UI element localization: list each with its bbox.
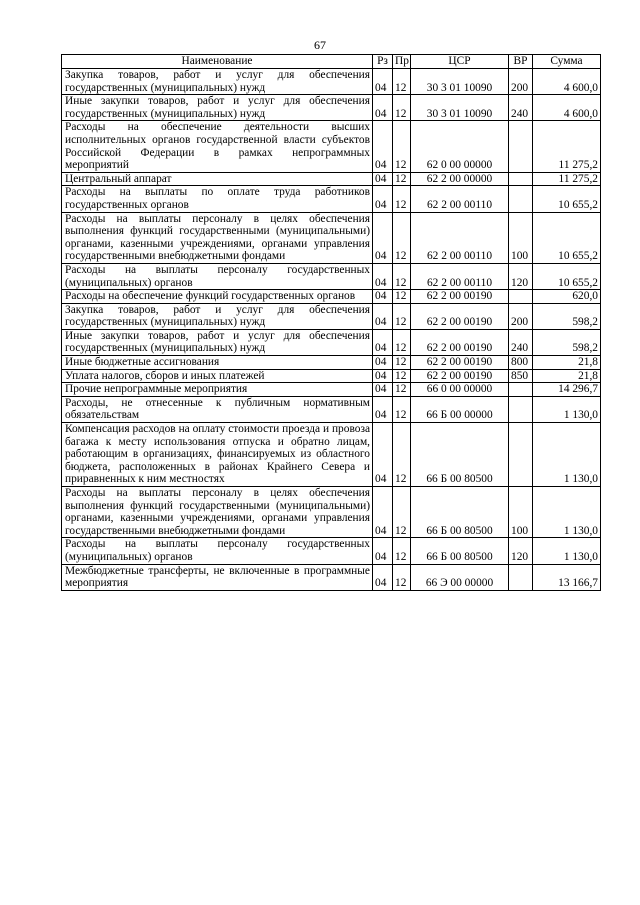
cell-csr: 62 2 00 00190 — [411, 369, 509, 383]
cell-sum: 1 130,0 — [533, 487, 601, 538]
header-pr: Пр — [393, 55, 411, 69]
cell-pr: 12 — [393, 263, 411, 289]
cell-rz: 04 — [373, 121, 393, 172]
table-body — [62, 69, 601, 591]
table-row — [62, 369, 601, 383]
cell-vr: 850 — [509, 369, 533, 383]
cell-sum: 10 655,2 — [533, 212, 601, 263]
cell-name: Центральный аппарат — [62, 172, 373, 186]
cell-pr: 12 — [393, 487, 411, 538]
cell-sum: 4 600,0 — [533, 95, 601, 121]
cell-name: Иные бюджетные ассигнования — [62, 356, 373, 370]
table-row — [62, 423, 601, 487]
cell-rz: 04 — [373, 564, 393, 590]
cell-rz: 04 — [373, 263, 393, 289]
cell-csr: 66 Б 00 80500 — [411, 538, 509, 564]
table-row — [62, 356, 601, 370]
cell-vr — [509, 383, 533, 397]
page-number: 67 — [314, 38, 326, 52]
cell-csr: 30 3 01 10090 — [411, 69, 509, 95]
cell-vr — [509, 121, 533, 172]
cell-rz: 04 — [373, 396, 393, 422]
cell-csr: 66 Б 00 80500 — [411, 423, 509, 487]
cell-vr: 120 — [509, 263, 533, 289]
cell-csr: 30 3 01 10090 — [411, 95, 509, 121]
cell-name: Расходы на обеспечение деятельности высших исполнительных органов государственной власти субъектов Российской Федерации в рамках непрограммных мероприятий — [62, 121, 373, 172]
table-row — [62, 329, 601, 355]
cell-pr: 12 — [393, 95, 411, 121]
cell-name: Иные закупки товаров, работ и услуг для обеспечения государственных (муниципальных) нужд — [62, 329, 373, 355]
table-row — [62, 263, 601, 289]
header-csr: ЦСР — [411, 55, 509, 69]
cell-pr: 12 — [393, 212, 411, 263]
cell-csr: 62 2 00 00110 — [411, 263, 509, 289]
cell-sum: 4 600,0 — [533, 69, 601, 95]
cell-csr: 66 Э 00 00000 — [411, 564, 509, 590]
table-row — [62, 396, 601, 422]
cell-pr: 12 — [393, 423, 411, 487]
table-row — [62, 383, 601, 397]
cell-pr: 12 — [393, 329, 411, 355]
cell-rz: 04 — [373, 369, 393, 383]
cell-vr: 120 — [509, 538, 533, 564]
cell-rz: 04 — [373, 172, 393, 186]
cell-name: Расходы на выплаты персоналу государственных (муниципальных) органов — [62, 538, 373, 564]
cell-csr: 62 0 00 00000 — [411, 121, 509, 172]
cell-vr: 100 — [509, 487, 533, 538]
cell-csr: 66 Б 00 00000 — [411, 396, 509, 422]
cell-sum: 21,8 — [533, 369, 601, 383]
cell-name: Закупка товаров, работ и услуг для обеспечения государственных (муниципальных) нужд — [62, 69, 373, 95]
cell-csr: 62 2 00 00190 — [411, 356, 509, 370]
cell-rz: 04 — [373, 186, 393, 212]
cell-name: Расходы на выплаты персоналу государственных (муниципальных) органов — [62, 263, 373, 289]
cell-rz: 04 — [373, 212, 393, 263]
cell-sum: 11 275,2 — [533, 172, 601, 186]
cell-rz: 04 — [373, 383, 393, 397]
table-row — [62, 186, 601, 212]
cell-rz: 04 — [373, 290, 393, 304]
cell-rz: 04 — [373, 356, 393, 370]
table-row — [62, 121, 601, 172]
cell-name: Закупка товаров, работ и услуг для обеспечения государственных (муниципальных) нужд — [62, 303, 373, 329]
table-row — [62, 69, 601, 95]
cell-pr: 12 — [393, 303, 411, 329]
cell-pr: 12 — [393, 69, 411, 95]
cell-sum: 14 296,7 — [533, 383, 601, 397]
cell-sum: 1 130,0 — [533, 423, 601, 487]
cell-pr: 12 — [393, 172, 411, 186]
cell-name: Расходы на выплаты персоналу в целях обеспечения выполнения функций государственными (муниципальными) органами, казенными учреждениями, органами управления государственными внебюджетными фондами — [62, 487, 373, 538]
cell-pr: 12 — [393, 383, 411, 397]
cell-rz: 04 — [373, 538, 393, 564]
cell-name: Иные закупки товаров, работ и услуг для обеспечения государственных (муниципальных) нужд — [62, 95, 373, 121]
cell-name: Расходы на выплаты персоналу в целях обеспечения выполнения функций государственными (муниципальными) органами, казенными учреждениями, органами управления государственными внебюджетными фондами — [62, 212, 373, 263]
cell-rz: 04 — [373, 329, 393, 355]
cell-pr: 12 — [393, 564, 411, 590]
cell-vr: 200 — [509, 303, 533, 329]
cell-vr: 240 — [509, 95, 533, 121]
cell-sum: 10 655,2 — [533, 263, 601, 289]
cell-vr — [509, 564, 533, 590]
table-row — [62, 538, 601, 564]
table-row — [62, 290, 601, 304]
cell-vr — [509, 186, 533, 212]
cell-name: Расходы на обеспечение функций государственных органов — [62, 290, 373, 304]
cell-name: Компенсация расходов на оплату стоимости проезда и провоза багажа к месту использования отпуска и обратно лицам, работающим в организациях, финансируемых из областного бюджета, расположенных в районах Крайнего Севера и приравненных к ним местностях — [62, 423, 373, 487]
cell-csr: 62 2 00 00110 — [411, 212, 509, 263]
cell-sum: 1 130,0 — [533, 396, 601, 422]
cell-vr: 100 — [509, 212, 533, 263]
cell-pr: 12 — [393, 538, 411, 564]
cell-csr: 62 2 00 00110 — [411, 186, 509, 212]
cell-rz: 04 — [373, 95, 393, 121]
cell-rz: 04 — [373, 303, 393, 329]
cell-rz: 04 — [373, 423, 393, 487]
cell-vr — [509, 396, 533, 422]
cell-pr: 12 — [393, 369, 411, 383]
cell-pr: 12 — [393, 290, 411, 304]
cell-sum: 21,8 — [533, 356, 601, 370]
cell-csr: 62 2 00 00190 — [411, 290, 509, 304]
cell-rz: 04 — [373, 69, 393, 95]
cell-name: Расходы, не отнесенные к публичным нормативным обязательствам — [62, 396, 373, 422]
cell-vr: 200 — [509, 69, 533, 95]
cell-name: Уплата налогов, сборов и иных платежей — [62, 369, 373, 383]
cell-vr: 800 — [509, 356, 533, 370]
cell-csr: 62 2 00 00190 — [411, 329, 509, 355]
cell-sum: 1 130,0 — [533, 538, 601, 564]
cell-rz: 04 — [373, 487, 393, 538]
cell-name: Межбюджетные трансферты, не включенные в программные мероприятия — [62, 564, 373, 590]
table-row — [62, 303, 601, 329]
cell-sum: 11 275,2 — [533, 121, 601, 172]
cell-csr: 62 2 00 00000 — [411, 172, 509, 186]
cell-csr: 66 Б 00 80500 — [411, 487, 509, 538]
cell-csr: 66 0 00 00000 — [411, 383, 509, 397]
header-name: Наименование — [62, 55, 373, 69]
cell-pr: 12 — [393, 396, 411, 422]
header-rz: Рз — [373, 55, 393, 69]
cell-pr: 12 — [393, 356, 411, 370]
cell-csr: 62 2 00 00190 — [411, 303, 509, 329]
cell-sum: 598,2 — [533, 303, 601, 329]
table-row — [62, 95, 601, 121]
cell-sum: 10 655,2 — [533, 186, 601, 212]
header-vr: ВР — [509, 55, 533, 69]
table-row — [62, 212, 601, 263]
cell-name: Прочие непрограммные мероприятия — [62, 383, 373, 397]
cell-pr: 12 — [393, 121, 411, 172]
cell-sum: 598,2 — [533, 329, 601, 355]
table-row — [62, 564, 601, 590]
cell-sum: 620,0 — [533, 290, 601, 304]
cell-vr — [509, 423, 533, 487]
cell-vr: 240 — [509, 329, 533, 355]
cell-vr — [509, 290, 533, 304]
table-header-row — [62, 55, 601, 69]
header-sum: Сумма — [533, 55, 601, 69]
cell-sum: 13 166,7 — [533, 564, 601, 590]
table-row — [62, 487, 601, 538]
cell-pr: 12 — [393, 186, 411, 212]
cell-name: Расходы на выплаты по оплате труда работников государственных органов — [62, 186, 373, 212]
table-row — [62, 172, 601, 186]
cell-vr — [509, 172, 533, 186]
budget-table — [61, 54, 601, 591]
